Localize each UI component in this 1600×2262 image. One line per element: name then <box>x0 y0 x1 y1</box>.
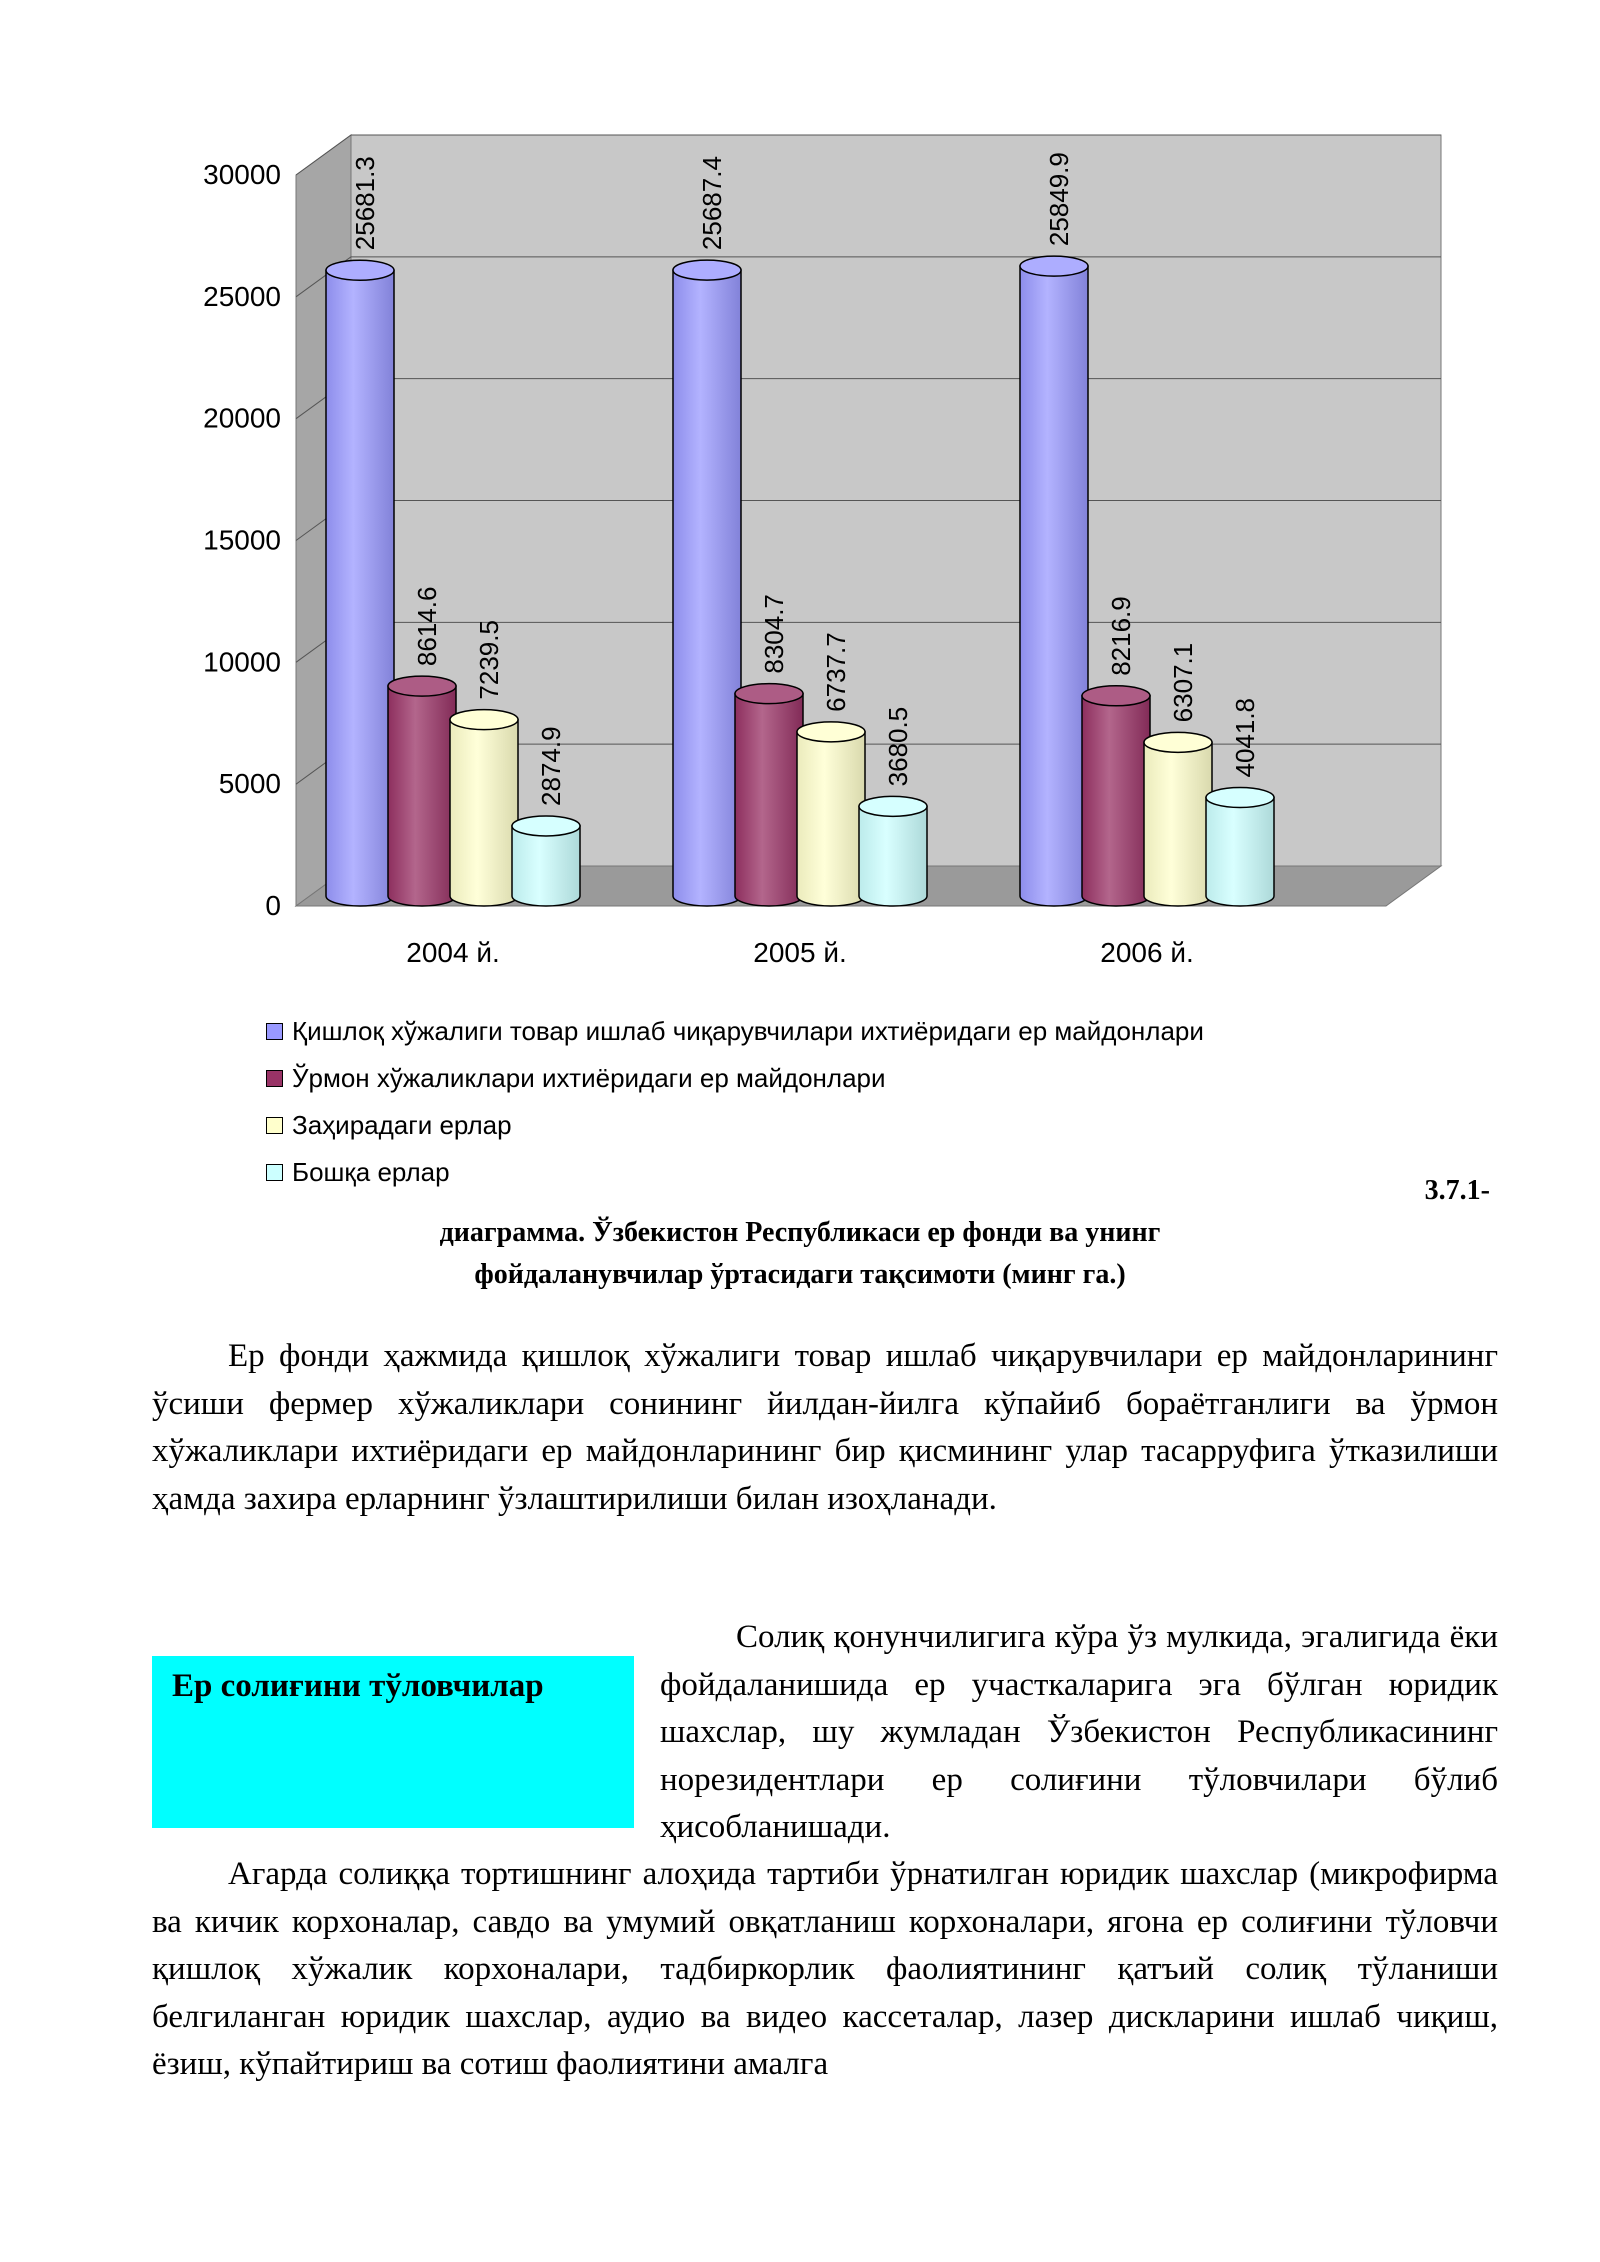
bar <box>450 710 518 906</box>
bar-body <box>512 826 580 906</box>
bar-top <box>450 710 518 730</box>
bar-body <box>673 270 741 906</box>
bar-top <box>859 796 927 816</box>
bar <box>797 722 865 906</box>
data-label: 4041.8 <box>1230 697 1260 778</box>
figure-number: 3.7.1- <box>1424 1175 1490 1206</box>
legend-label: Бошқа ерлар <box>292 1157 450 1187</box>
x-tick-label: 2005 й. <box>753 937 847 968</box>
y-tick-label: 15000 <box>203 524 281 556</box>
bar-body <box>1020 266 1088 906</box>
bar <box>1144 732 1212 906</box>
y-tick-label: 25000 <box>203 280 281 312</box>
bar-body <box>326 270 394 906</box>
bar-top <box>673 260 741 280</box>
chart-legend <box>266 1008 1204 1196</box>
bar-body <box>1082 696 1150 906</box>
data-label: 8614.6 <box>412 586 442 667</box>
bar-top <box>1020 256 1088 276</box>
bar-top <box>1144 732 1212 752</box>
land-fund-chart <box>150 100 1450 1000</box>
data-label: 25849.9 <box>1044 152 1074 247</box>
bar <box>326 260 394 906</box>
bar-body <box>388 686 456 906</box>
box-title: Ер солиғини тўловчилар <box>172 1668 544 1704</box>
legend-swatch <box>266 1117 283 1134</box>
bar <box>673 260 741 906</box>
y-tick-label: 20000 <box>203 402 281 434</box>
bar <box>1020 256 1088 906</box>
legend-item <box>266 1102 1204 1149</box>
caption-line: фойдаланувчилар ўртасидаги тақсимоти (минг га.) <box>474 1259 1126 1290</box>
legend-label: Заҳирадаги ерлар <box>292 1110 512 1140</box>
data-label: 2874.9 <box>536 726 566 806</box>
data-label: 6307.1 <box>1168 642 1198 723</box>
data-label: 3680.5 <box>883 706 913 787</box>
y-tick-label: 5000 <box>218 768 281 800</box>
caption-line: диаграмма. Ўзбекистон Республикаси ер фонди ва унинг <box>439 1217 1161 1248</box>
bar-top <box>1082 686 1150 706</box>
y-tick-label: 10000 <box>203 646 281 678</box>
legend-label: Ўрмон хўжаликлари ихтиёридаги ер майдонлари <box>292 1063 886 1093</box>
bar-body <box>735 694 803 906</box>
y-tick-label: 0 <box>265 890 281 921</box>
figure-caption <box>0 1212 1600 1296</box>
x-tick-label: 2006 й. <box>1100 937 1194 968</box>
data-label: 25681.3 <box>350 156 380 251</box>
legend-item <box>266 1149 1204 1196</box>
bar-top <box>735 684 803 704</box>
legend-swatch <box>266 1070 283 1087</box>
bar <box>512 816 580 906</box>
bar-top <box>797 722 865 742</box>
legend-swatch <box>266 1023 283 1040</box>
bar-top <box>388 676 456 696</box>
data-label: 6737.7 <box>821 632 851 712</box>
bar-top <box>1206 788 1274 808</box>
bar-body <box>859 806 927 906</box>
y-tick-label: 30000 <box>203 159 281 190</box>
bar <box>1082 686 1150 906</box>
data-label: 25687.4 <box>697 156 727 251</box>
x-tick-label: 2004 й. <box>406 937 500 968</box>
bar-body <box>797 732 865 906</box>
data-label: 8216.9 <box>1106 596 1136 676</box>
bar-body <box>1206 798 1274 906</box>
paragraph: Солиқ қонунчилигига кўра ўз мулкида, эгалигида ёки фойдаланишида ер участкаларига эга бўлган юридик шахслар, шу жумладан Ўзбекистон Республикасининг норезидентлари ер солиғини тўловчилари бўлиб ҳисобланишади. <box>660 1619 1498 1845</box>
bar <box>859 796 927 906</box>
legend-item <box>266 1055 1204 1102</box>
bar-top <box>326 260 394 280</box>
bar <box>388 676 456 906</box>
bar-body <box>1144 742 1212 906</box>
legend-label: Қишлоқ хўжалиги товар ишлаб чиқарувчилари ихтиёридаги ер майдонлари <box>292 1016 1204 1046</box>
highlight-box <box>152 1656 634 1828</box>
bar <box>735 684 803 906</box>
legend-swatch <box>266 1164 283 1181</box>
bar-body <box>450 720 518 906</box>
paragraph: Ер фонди ҳажмида қишлоқ хўжалиги товар ишлаб чиқарувчилари ер майдонларининг ўсиши фермер хўжаликлари сонининг йилдан-йилга кўпайиб бораётганлиги ва ўрмон хўжаликлари ихтиёридаги ер майдонларининг бир қисмининг улар тасарруфига ўтказилиши ҳамда захира ерларнинг ўзлаштирилиши билан изоҳланади. <box>152 1338 1498 1517</box>
paragraph: Агарда солиққа тортишнинг алоҳида тартиби ўрнатилган юридик шахслар (микрофирма ва кичик корхоналар, савдо ва умумий овқатланиш корхоналари, ягона ер солиғини тўловчи қишлоқ хўжалик корхоналари, тадбиркорлик фаолиятининг қатъий солиқ тўланиши белгиланган юридик шахслар, аудио ва видео кассеталар, лазер дискларини ишлаб чиқиш, ёзиш, кўпайтириш ва сотиш фаолиятини амалга <box>152 1856 1498 2082</box>
legend-item <box>266 1008 1204 1055</box>
data-label: 7239.5 <box>474 620 504 700</box>
data-label: 8304.7 <box>759 594 789 674</box>
bar <box>1206 788 1274 906</box>
bar-top <box>512 816 580 836</box>
